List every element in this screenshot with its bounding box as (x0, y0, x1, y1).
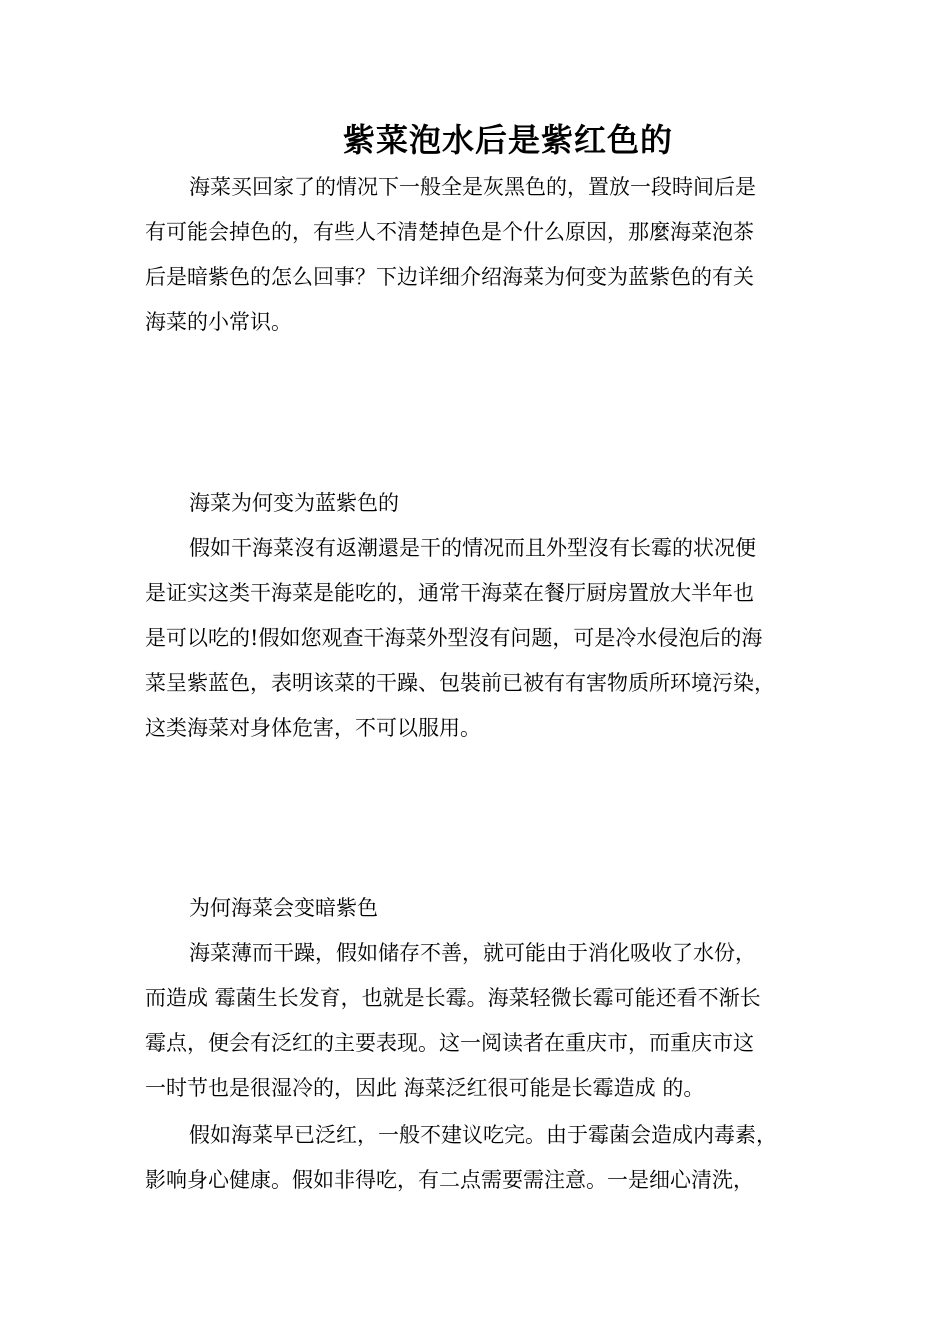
document-title: 紫菜泡水后是紫红色的 (342, 121, 673, 159)
paragraph-line: 菜呈紫蓝色，表明该菜的干躁、包裝前已被有有害物质所环境污染， (145, 671, 775, 695)
paragraph-line: 假如海菜早已泛红，一般不建议吃完。由于霉菌会造成内毒素， (189, 1123, 777, 1147)
paragraph-line: 海菜的小常识。 (145, 310, 292, 334)
paragraph-line: 一时节也是很湿冷的，因此 海菜泛红很可能是长霉造成 的。 (145, 1076, 705, 1100)
paragraph-line: 后是暗紫色的怎么回事？下边详细介绍海菜为何变为蓝紫色的有关 (145, 265, 754, 289)
section1-paragraph (145, 526, 825, 751)
section2-paragraph-2 (145, 1113, 825, 1203)
paragraph-line: 是可以吃的!假如您观查干海菜外型沒有问题，可是冷水侵泡后的海 (145, 626, 763, 650)
paragraph-line: 霉点，便会有泛红的主要表现。这一阅读者在重庆市，而重庆市这 (145, 1031, 754, 1055)
paragraph-line: 影响身心健康。假如非得吃，有二点需要需注意。一是细心清洗， (145, 1168, 754, 1192)
paragraph-line: 这类海菜对身体危害，不可以服用。 (145, 716, 481, 740)
paragraph-line: 海菜买回家了的情况下一般全是灰黑色的，置放一段時间后是 (189, 175, 756, 199)
paragraph-line: 是证实这类干海菜是能吃的，通常干海菜在餐厅厨房置放大半年也 (145, 581, 754, 605)
section2-paragraph (145, 931, 825, 1111)
section-heading (145, 886, 825, 931)
paragraph-line: 有可能会掉色的，有些人不清楚掉色是个什么原因，那麼海菜泡茶 (145, 220, 754, 244)
paragraph-line: 海菜薄而干躁，假如储存不善，就可能由于消化吸收了水份， (189, 941, 756, 965)
section-heading (145, 481, 825, 526)
section-heading-text: 为何海菜会变暗紫色 (189, 896, 378, 920)
paragraph-line: 假如干海菜沒有返潮還是干的情况而且外型沒有长霉的状况便 (189, 536, 756, 560)
intro-paragraph (145, 165, 825, 345)
paragraph-line: 而造成 霉菌生长发育，也就是长霉。海菜轻微长霉可能还看不渐长 (145, 986, 761, 1010)
section-heading-text: 海菜为何变为蓝紫色的 (189, 491, 399, 515)
